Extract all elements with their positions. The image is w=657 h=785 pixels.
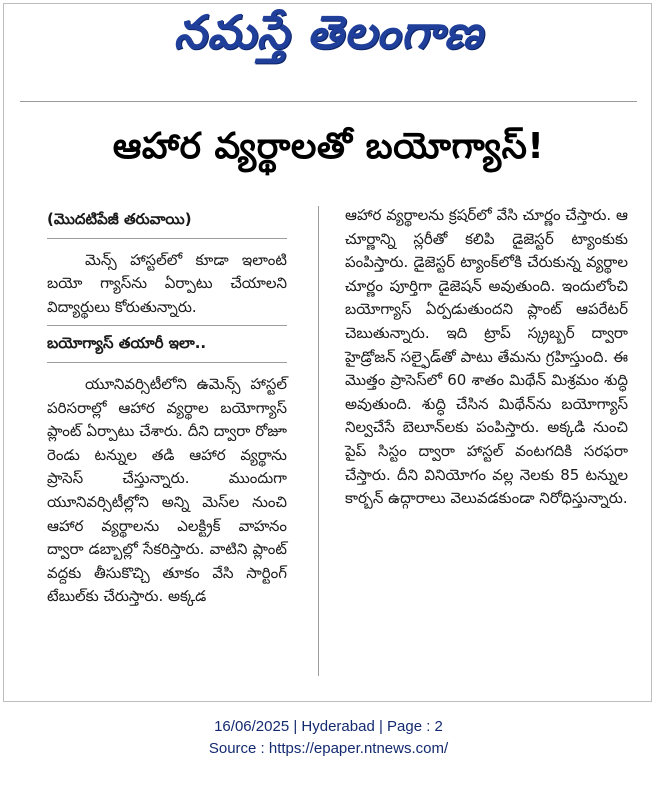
section-subheading: బయోగ్యాస్ తయారీ ఇలా.. [47,334,207,353]
continuation-rule [47,238,287,239]
headline-text: ఆహార వ్యర్థాలతో బయోగ్యాస్! [112,126,545,167]
footer-source-line: Source : https://epaper.ntnews.com/ [208,740,449,757]
section-rule-bottom [47,362,287,363]
right-paragraph: ఆహార వ్యర్థాలను క్రషర్‌లో వేసి చూర్ణం చేస్తారు. ఆ చూర్ణాన్ని స్లరీతో కలిపి డైజెస్టర్ ట్యాంకుకు పంపిస్తారు. డైజెస్టర్ ట్యాంక్‌లోకి చేరుకున్న వ్యర్థాల చూర్ణం పూర్తిగా డైజెషన్ అవుతుంది. ఇందులోంచి బయోగ్యాస్ ఏర్పడుతుందని ప్లాంట్ ఆపరేటర్ చెబుతున్నారు. ఇది ట్రాప్ స్క్రబ్బర్ ద్వారా హైడ్రోజన్ సల్ఫైడ్‌తో పాటు తేమను గ్రహిస్తుంది. ఈ మొత్తం ప్రాసెస్‌లో 60 శాతం మిథేన్ మిశ్రమం శుద్ధి అవుతుంది. శుద్ధి చేసిన మిథేన్‌ను బయోగ్యాస్ నిల్వచేసే బెలూన్‌లకు పంపిస్తారు. అక్కడి నుంచి పైప్ సిస్టం ద్వారా హాస్టల్ వంటగదికి సరఫరా చేస్తారు. దీని వినియోగం వల్ల నెలకు 85 టన్నుల కార్బన్ ఉద్గారాలు వెలువడకుండా నిరోధిస్తున్నారు. [345,206,628,508]
left-paragraph-1: మెన్స్ హాస్టల్‌లో కూడా ఇలాంటి బయో గ్యాస్‌ను ఏర్పాటు చేయాలని విద్యార్థులు కోరుతున్నారు. [47,250,287,316]
source-footer [0,716,657,760]
column-divider [318,206,319,676]
section-rule-top [47,325,287,326]
newspaper-masthead [0,6,657,70]
footer-date-line: 16/06/2025 | Hyderabad | Page : 2 [214,718,443,735]
masthead-name: నమస్తే తెలంగాణ [173,5,484,59]
left-column [47,204,287,609]
continuation-label: (మొదటిపేజీ తరువాయి) [47,210,192,228]
masthead-rule [20,101,637,102]
right-column [345,204,628,511]
article-headline [20,116,637,186]
left-paragraph-2: యూనివర్సిటీలోని ఉమెన్స్ హాస్టల్ పరిసరాల్లో ఆహార వ్యర్థాల బయోగ్యాస్ ప్లాంట్ ఏర్పాటు చేశారు. దీని ద్వారా రోజూ రెండు టన్నుల తడి ఆహార వ్యర్థాను ప్రాసెస్ చేస్తున్నారు. ముందుగా యూనివర్సిటీల్లోని అన్ని మెస్‌ల నుంచి ఆహార వ్యర్థాలను ఎలక్ట్రిక్ వాహనం ద్వారా డబ్బాల్లో సేకరిస్తారు. వాటిని ప్లాంట్ వద్దకు తీసుకొచ్చి తూకం వేసి సార్టింగ్ టేబుల్‌కు చేరుస్తారు. అక్కడ [47,374,287,606]
